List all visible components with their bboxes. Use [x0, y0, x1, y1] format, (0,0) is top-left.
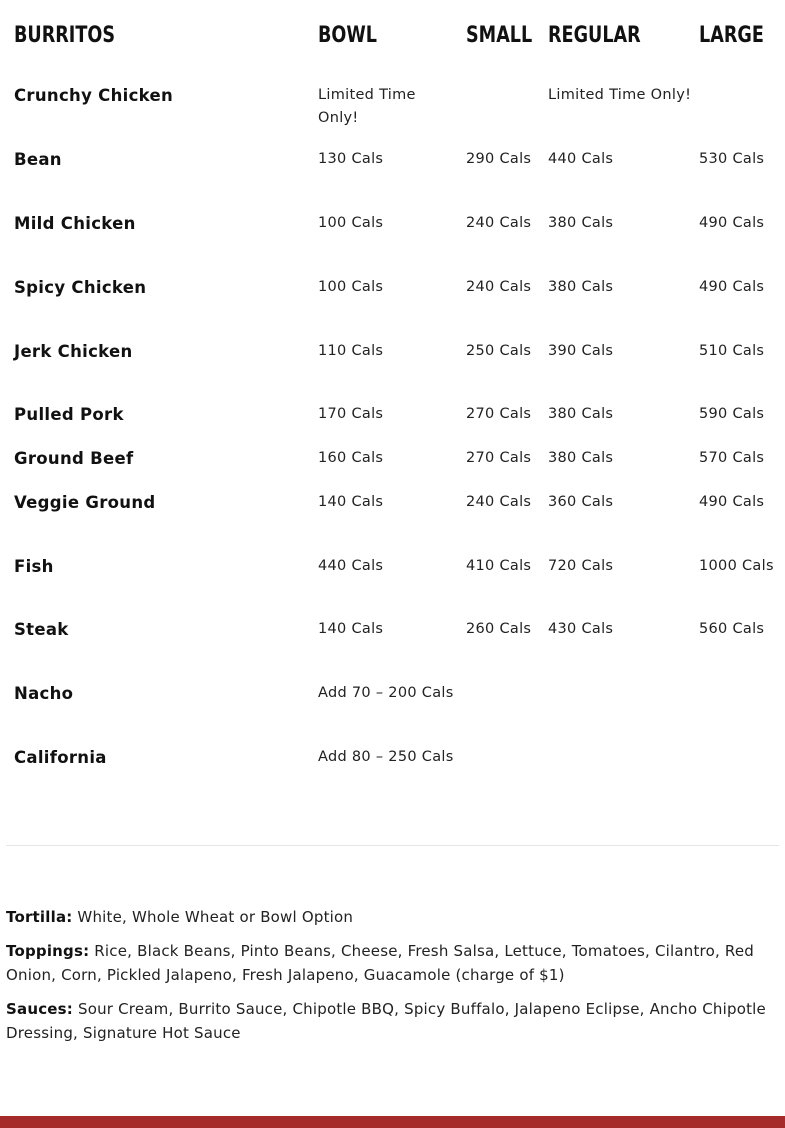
- bowl-cals: Add 80 – 250 Cals: [318, 749, 454, 765]
- table-row: [14, 491, 785, 555]
- large-cals: [699, 84, 785, 148]
- bowl-cals: 130 Cals: [318, 151, 384, 167]
- table-row: [14, 682, 785, 746]
- regular-cals: Limited Time Only!: [548, 87, 692, 103]
- large-cals: 1000 Cals: [699, 558, 774, 574]
- header-large: LARGE: [699, 23, 764, 48]
- small-cals: 260 Cals: [466, 621, 532, 637]
- regular-cals: 390 Cals: [548, 343, 614, 359]
- bowl-cals: 140 Cals: [318, 621, 384, 637]
- large-cals: 570 Cals: [699, 450, 765, 466]
- table-row: [14, 746, 785, 810]
- bowl-cals: 160 Cals: [318, 450, 384, 466]
- regular-cals: [548, 682, 699, 746]
- item-name: Bean: [14, 150, 62, 169]
- table-row: [14, 447, 785, 491]
- toppings-text: Rice, Black Beans, Pinto Beans, Cheese, Fresh Salsa, Lettuce, Tomatoes, Cilantro, Red Onion, Corn, Pickled Jalapeno, Fresh Jalapeno, Guacamole (charge of $1): [6, 942, 754, 984]
- table-row: [14, 212, 785, 276]
- bowl-cals: 100 Cals: [318, 279, 384, 295]
- tortilla-text: White, Whole Wheat or Bowl Option: [72, 908, 354, 926]
- item-name: Ground Beef: [14, 449, 134, 468]
- large-cals: [699, 746, 785, 810]
- table-row: [14, 340, 785, 403]
- small-cals: 270 Cals: [466, 450, 532, 466]
- large-cals: 490 Cals: [699, 215, 765, 231]
- regular-cals: 440 Cals: [548, 151, 614, 167]
- large-cals: 510 Cals: [699, 343, 765, 359]
- regular-cals: 380 Cals: [548, 215, 614, 231]
- table-row: [14, 84, 785, 148]
- item-name: Crunchy Chicken: [14, 86, 174, 105]
- header-bowl: BOWL: [318, 23, 378, 48]
- small-cals: [466, 84, 548, 148]
- small-cals: 250 Cals: [466, 343, 532, 359]
- large-cals: 490 Cals: [699, 494, 765, 510]
- table-row: [14, 403, 785, 447]
- bowl-cals: 140 Cals: [318, 494, 384, 510]
- toppings-label: Toppings:: [6, 942, 90, 960]
- table-row: [14, 555, 785, 618]
- large-cals: 590 Cals: [699, 406, 765, 422]
- regular-cals: 380 Cals: [548, 406, 614, 422]
- regular-cals: 380 Cals: [548, 279, 614, 295]
- item-name: California: [14, 748, 107, 767]
- small-cals: 240 Cals: [466, 494, 532, 510]
- bowl-cals: Limited Time Only!: [318, 87, 416, 126]
- header-regular: REGULAR: [548, 23, 641, 48]
- regular-cals: [548, 746, 699, 810]
- small-cals: 240 Cals: [466, 215, 532, 231]
- small-cals: 410 Cals: [466, 558, 532, 574]
- large-cals: 490 Cals: [699, 279, 765, 295]
- item-name: Mild Chicken: [14, 214, 136, 233]
- bowl-cals: Add 70 – 200 Cals: [318, 685, 454, 701]
- table-row: [14, 276, 785, 340]
- bowl-cals: 170 Cals: [318, 406, 384, 422]
- burrito-calorie-table: [14, 18, 785, 810]
- table-row: [14, 148, 785, 212]
- table-row: [14, 618, 785, 682]
- large-cals: 530 Cals: [699, 151, 765, 167]
- header-small: SMALL: [466, 23, 533, 48]
- item-name: Fish: [14, 557, 54, 576]
- large-cals: 560 Cals: [699, 621, 765, 637]
- item-name: Pulled Pork: [14, 405, 124, 424]
- tortilla-option: [6, 905, 771, 929]
- small-cals: [466, 682, 548, 746]
- tortilla-label: Tortilla:: [6, 908, 73, 926]
- bowl-cals: 100 Cals: [318, 215, 384, 231]
- large-cals: [699, 682, 785, 746]
- small-cals: 240 Cals: [466, 279, 532, 295]
- sauces-text: Sour Cream, Burrito Sauce, Chipotle BBQ, Spicy Buffalo, Jalapeno Eclipse, Ancho Chipotle Dressing, Signature Hot Sauce: [6, 1000, 766, 1042]
- section-divider: [6, 845, 779, 846]
- small-cals: [466, 746, 548, 810]
- bowl-cals: 110 Cals: [318, 343, 384, 359]
- sauces-label: Sauces:: [6, 1000, 73, 1018]
- item-name: Veggie Ground: [14, 493, 156, 512]
- header-burritos: BURRITOS: [14, 23, 116, 48]
- regular-cals: 380 Cals: [548, 450, 614, 466]
- small-cals: 270 Cals: [466, 406, 532, 422]
- sauces-option: [6, 997, 771, 1045]
- item-name: Spicy Chicken: [14, 278, 147, 297]
- footer-bar: [0, 1116, 785, 1128]
- item-name: Steak: [14, 620, 69, 639]
- regular-cals: 720 Cals: [548, 558, 614, 574]
- item-name: Jerk Chicken: [14, 342, 133, 361]
- bowl-cals: 440 Cals: [318, 558, 384, 574]
- table-header-row: [14, 18, 785, 84]
- regular-cals: 430 Cals: [548, 621, 614, 637]
- regular-cals: 360 Cals: [548, 494, 614, 510]
- toppings-option: [6, 939, 771, 987]
- small-cals: 290 Cals: [466, 151, 532, 167]
- item-name: Nacho: [14, 684, 74, 703]
- burrito-options: [6, 905, 771, 1055]
